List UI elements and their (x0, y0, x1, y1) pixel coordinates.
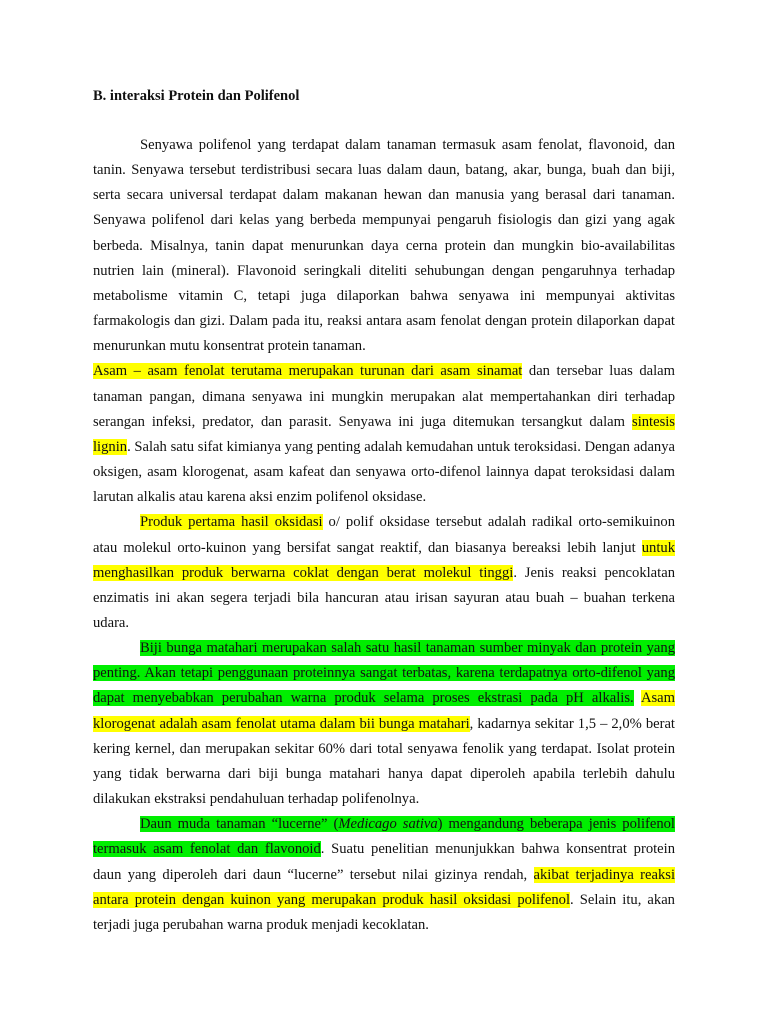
text-run: Senyawa polifenol yang terdapat dalam tanaman termasuk asam fenolat, flavonoid, dan tanin. Senyawa tersebut terdistribusi secara luas dalam daun, batang, akar, bunga, buah dan biji, serta secara universal terdapat dalam makanan hewan dan manusia yang berasal dari tanaman. Senyawa polifenol dari kelas yang berbeda mempunyai pengaruh fisiologis dan gizi yang agak berbeda. Misalnya, tanin dapat menurunkan daya cerna protein dan mungkin bio-availabilitas nutrien lain (mineral). Flavonoid seringkali diteliti sehubungan dengan pengaruhnya terhadap metabolisme vitamin C, tetapi juga dilaporkan bahwa senyawa ini mempunyai aktivitas farmakologis dan gizi. Dalam pada itu, reaksi antara asam fenolat dengan protein dilaporkan dapat menurunkan mutu konsentrat protein tanaman. (93, 137, 675, 355)
highlighted-text: sintesis lignin (93, 413, 675, 455)
highlighted-text: Asam – asam fenolat terutama merupakan turunan dari asam sinamat (93, 363, 523, 380)
highlighted-text: ) mengandung beberapa jenis polifenol termasuk asam fenolat dan flavonoid (93, 816, 675, 858)
text-run: . Suatu penelitian menunjukkan bahwa konsentrat protein daun yang diperoleh dari daun “lucerne” tersebut nilai gizinya rendah, (93, 841, 675, 883)
paragraph (93, 359, 675, 510)
paragraph (93, 636, 675, 812)
highlighted-text: Produk pertama hasil oksidasi (140, 514, 323, 531)
text-run: . Salah satu sifat kimianya yang penting adalah kemudahan untuk teroksidasi. Dengan adanya oksigen, asam klorogenat, asam kafeat dan senyawa orto-difenol lainnya dapat teroksidasi dalam larutan alkalis atau karena aksi enzim polifenol oksidase. (93, 438, 675, 506)
highlighted-text: Biji bunga matahari merupakan salah satu hasil tanaman sumber minyak dan protein yang penting. Akan tetapi penggunaan proteinnya sangat terbatas, karena terdapatnya orto-difenol yang dapat menyebabkan perubahan warna produk selama proses ekstrasi pada pH alkalis. (93, 640, 675, 707)
highlighted-text: akibat terjadinya reaksi antara protein dengan kuinon yang merupakan produk hasil oksidasi polifenol (93, 866, 675, 908)
document-body (93, 133, 675, 938)
highlighted-text: untuk menghasilkan produk berwarna coklat dengan berat molekul tinggi (93, 539, 675, 581)
highlighted-text: Medicago sativa (338, 816, 438, 833)
text-run: o/ polif oksidase tersebut adalah radikal orto-semikuinon atau molekul orto-kuinon yang bersifat sangat reaktif, dan biasanya bereaksi lebih lanjut (93, 514, 675, 556)
paragraph (93, 510, 675, 636)
section-heading: B. interaksi Protein dan Polifenol (93, 88, 300, 104)
text-run: dan tersebar luas dalam tanaman pangan, dimana senyawa ini mungkin merupakan alat mempertahankan diri terhadap serangan infeksi, predator, dan parasit. Senyawa ini juga ditemukan tersangkut dalam (93, 363, 675, 430)
highlighted-text: Asam klorogenat adalah asam fenolat utama dalam bii bunga matahari (93, 690, 676, 732)
text-run (634, 690, 641, 706)
highlighted-text: Daun muda tanaman “lucerne” ( (140, 816, 339, 833)
paragraph (93, 133, 675, 359)
text-run: , kadarnya sekitar 1,5 – 2,0% berat kering kernel, dan merupakan sekitar 60% dari total senyawa fenolik yang terdapat. Isolat protein yang tidak berwarna dari biji bunga matahari hanya dapat diperoleh apabila terlebih dahulu dilakukan ekstraksi pendahuluan terhadap polifenolnya. (93, 715, 675, 808)
paragraph (93, 812, 675, 938)
text-run: . Selain itu, akan terjadi juga perubahan warna produk menjadi kecoklatan. (93, 891, 675, 933)
text-run: . Jenis reaksi pencoklatan enzimatis ini akan segera terjadi bila hancuran atau irisan sayuran atau buah – buahan terkena udara. (93, 564, 675, 631)
